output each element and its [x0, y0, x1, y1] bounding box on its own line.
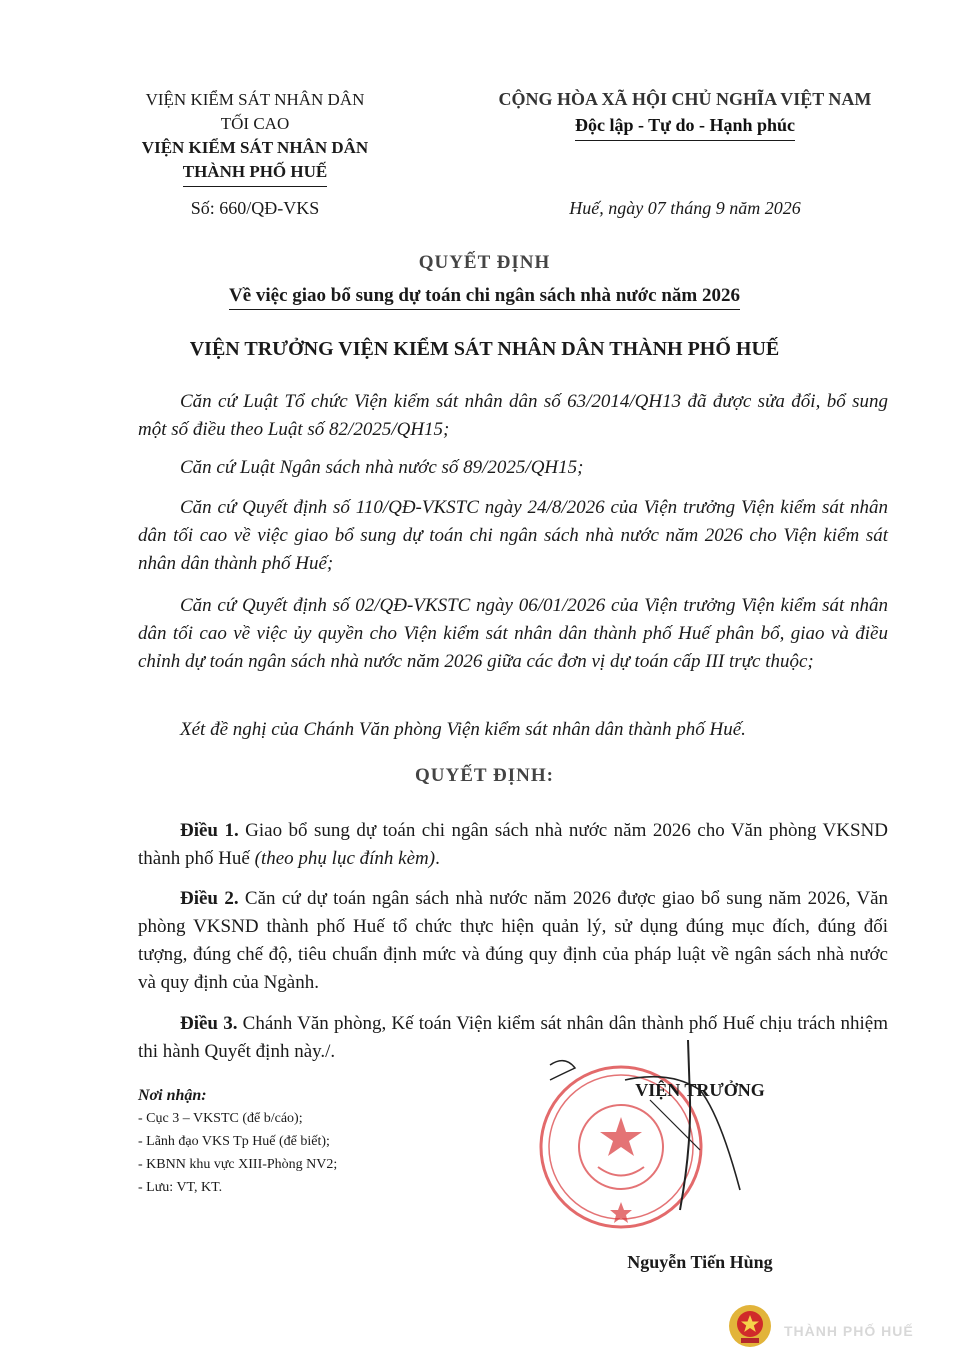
article-2-text: Căn cứ dự toán ngân sách nhà nước năm 2026 được giao bổ sung năm 2026, Văn phòng VKSND thành phố Huế tổ chức thực hiện quản lý, sử dụng đúng mục đích, đúng đối tượng, đúng chế độ, tiêu chuẩn định mức và đúng quy định của pháp luật về ngân sách nhà nước và quy định của Ngành.: [138, 888, 888, 993]
article-1-note: (theo phụ lục đính kèm): [254, 848, 436, 869]
document-number: Số: 660/QĐ-VKS: [190, 198, 320, 218]
recipient-item: - Cục 3 – VKSTC (để b/cáo);: [138, 1111, 303, 1126]
signatory-name: Nguyễn Tiến Hùng: [627, 1252, 773, 1272]
article-3-label: Điều 3.: [180, 1013, 238, 1034]
article-1-text: Giao bổ sung dự toán chi ngân sách nhà nước năm 2026 cho Văn phòng VKSND thành phố Huế: [138, 820, 889, 869]
agency-name-line2: THÀNH PHỐ HUẾ: [183, 160, 328, 187]
national-header: [460, 86, 910, 141]
issue-date: Huế, ngày 07 tháng 9 năm 2026: [569, 198, 801, 218]
handwritten-signature-icon: [530, 1040, 790, 1260]
recipient-item: - Lưu: VT, KT.: [138, 1180, 223, 1195]
legal-basis-4: Căn cứ Quyết định số 02/QĐ-VKSTC ngày 06/01/2026 của Viện trưởng Viện kiểm sát nhân dân tối cao về việc ủy quyền cho Viện kiểm sát nhân dân thành phố Huế phân bổ, giao và điều chỉnh dự toán ngân sách nhà nước năm 2026 giữa các đơn vị dự toán cấp III trực thuộc;: [138, 595, 888, 672]
article-1-end: .: [435, 848, 440, 869]
agency-name-line1: VIỆN KIỂM SÁT NHÂN DÂN: [141, 138, 369, 157]
national-emblem-icon: [727, 1303, 773, 1349]
recipient-item: - KBNN khu vực XIII-Phòng NV2;: [138, 1157, 338, 1172]
article-1: [138, 817, 888, 873]
legal-basis-3: Căn cứ Quyết định số 110/QĐ-VKSTC ngày 24/8/2026 của Viện trưởng Viện kiểm sát nhân dân tối cao về việc giao bổ sung dự toán chi ngân sách nhà nước năm 2026 cho Viện kiểm sát nhân dân thành phố Huế;: [138, 497, 888, 574]
legal-basis-5: Xét đề nghị của Chánh Văn phòng Viện kiểm sát nhân dân thành phố Huế.: [180, 719, 746, 740]
issuing-agency: [110, 88, 400, 187]
recipients-list: [138, 1084, 458, 1199]
republic-name: CỘNG HÒA XÃ HỘI CHỦ NGHĨA VIỆT NAM: [498, 89, 872, 109]
document-subtitle: Về việc giao bổ sung dự toán chi ngân sách nhà nước năm 2026: [229, 285, 740, 310]
decision-heading: QUYẾT ĐỊNH:: [415, 765, 554, 786]
document-title: QUYẾT ĐỊNH: [418, 252, 551, 273]
agency-parent-line2: TỐI CAO: [220, 114, 290, 133]
article-2: [138, 885, 888, 997]
legal-basis-2: Căn cứ Luật Ngân sách nhà nước số 89/2025/QH15;: [180, 457, 584, 478]
agency-parent-line1: VIỆN KIỂM SÁT NHÂN DÂN: [145, 90, 365, 109]
legal-basis-1: Căn cứ Luật Tổ chức Viện kiểm sát nhân dân số 63/2014/QH13 đã được sửa đổi, bổ sung một số điều theo Luật số 82/2025/QH15;: [138, 391, 888, 440]
footer-watermark: THÀNH PHỐ HUẾ: [784, 1323, 914, 1339]
signatory-title: VIỆN TRƯỞNG: [635, 1080, 765, 1100]
national-motto: Độc lập - Tự do - Hạnh phúc: [575, 112, 795, 141]
recipients-heading: Nơi nhận:: [138, 1087, 207, 1104]
issuing-authority: VIỆN TRƯỞNG VIỆN KIỂM SÁT NHÂN DÂN THÀNH PHỐ HUẾ: [189, 338, 780, 360]
article-2-label: Điều 2.: [180, 888, 239, 909]
article-1-label: Điều 1.: [180, 820, 239, 841]
recipient-item: - Lãnh đạo VKS Tp Huế (để biết);: [138, 1134, 330, 1149]
article-3-text: Chánh Văn phòng, Kế toán Viện kiểm sát nhân dân thành phố Huế chịu trách nhiệm thi hành Quyết định này./.: [138, 1013, 888, 1062]
